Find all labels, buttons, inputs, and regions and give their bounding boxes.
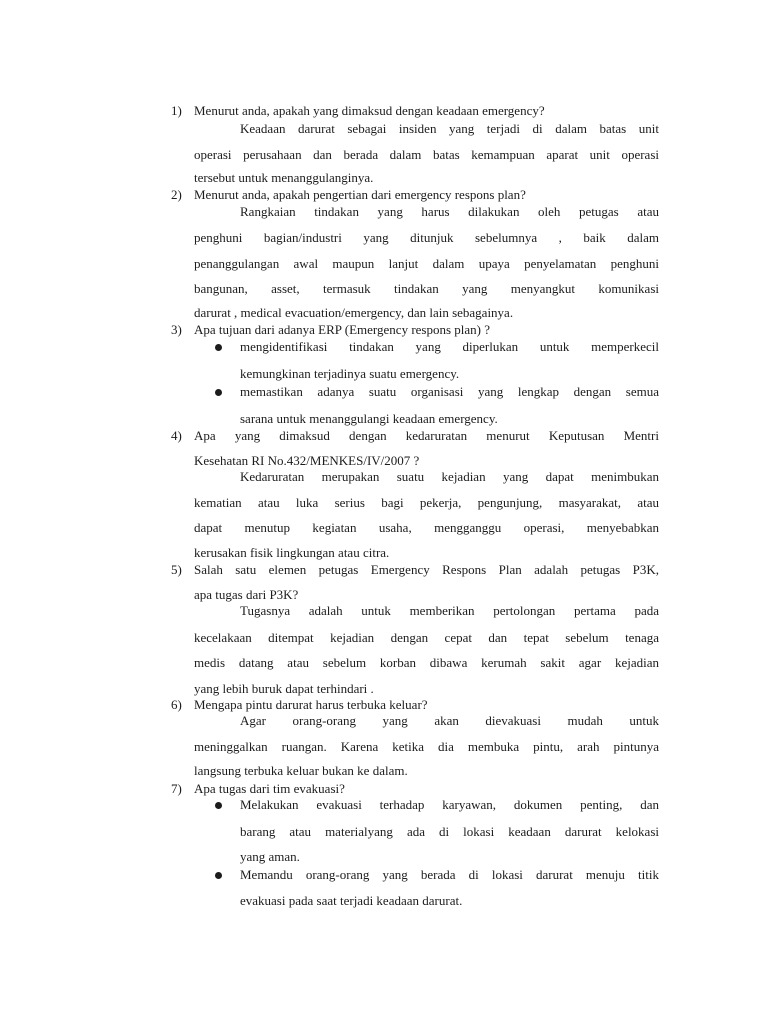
bullet-icon <box>215 344 222 351</box>
item-3-bullet-1-line-1: mengidentifikasi tindakan yang diperlukan untuk memperkecil <box>240 339 659 354</box>
item-1-number: 1) <box>171 103 182 118</box>
item-5-answer-line-4: yang lebih buruk dapat terhindari . <box>194 681 374 696</box>
item-6-answer-line-2: meninggalkan ruangan. Karena ketika dia membuka pintu, arah pintunya <box>194 739 659 754</box>
item-7-number: 7) <box>171 781 182 796</box>
item-4-number: 4) <box>171 428 182 443</box>
item-2-answer-line-5: darurat , medical evacuation/emergency, dan lain sebagainya. <box>194 305 514 320</box>
item-4-answer-line-2: kematian atau luka serius bagi pekerja, pengunjung, masyarakat, atau <box>194 495 659 510</box>
item-5-question-line-1: Salah satu elemen petugas Emergency Respons Plan adalah petugas P3K, <box>194 562 659 577</box>
item-3-bullet-2-line-1: memastikan adanya suatu organisasi yang lengkap dengan semua <box>240 384 659 399</box>
item-4-answer-line-3: dapat menutup kegiatan usaha, mengganggu operasi, menyebabkan <box>194 520 659 535</box>
item-5-answer-line-2: kecelakaan ditempat kejadian dengan cepat dan tepat sebelum tenaga <box>194 630 659 645</box>
item-2-number: 2) <box>171 187 182 202</box>
item-4-answer-line-1: Kedaruratan merupakan suatu kejadian yang dapat menimbukan <box>240 469 659 484</box>
item-3-question: Apa tujuan dari adanya ERP (Emergency respons plan) ? <box>194 322 491 337</box>
item-7-bullet-1-line-3: yang aman. <box>240 849 300 864</box>
item-1-answer-line-2: operasi perusahaan dan berada dalam batas kemampuan aparat unit operasi <box>194 147 659 162</box>
bullet-icon <box>215 872 222 879</box>
bullet-icon <box>215 389 222 396</box>
item-7-bullet-1-line-1: Melakukan evakuasi terhadap karyawan, dokumen penting, dan <box>240 797 659 812</box>
item-6-answer-line-1: Agar orang-orang yang akan dievakuasi mudah untuk <box>240 713 659 728</box>
item-7-bullet-2-line-1: Memandu orang-orang yang berada di lokasi darurat menuju titik <box>240 867 659 882</box>
item-5-answer-line-1: Tugasnya adalah untuk memberikan pertolongan pertama pada <box>240 603 659 618</box>
item-4-question-line-2: Kesehatan RI No.432/MENKES/IV/2007 ? <box>194 453 420 468</box>
item-1-question: Menurut anda, apakah yang dimaksud dengan keadaan emergency? <box>194 103 545 118</box>
item-2-answer-line-4: bangunan, asset, termasuk tindakan yang menyangkut komunikasi <box>194 281 659 296</box>
item-5-question-line-2: apa tugas dari P3K? <box>194 587 299 602</box>
item-3-bullet-1-line-2: kemungkinan terjadinya suatu emergency. <box>240 366 460 381</box>
item-7-bullet-2-line-2: evakuasi pada saat terjadi keadaan darurat. <box>240 893 463 908</box>
item-3-bullet-2-line-2: sarana untuk menanggulangi keadaan emergency. <box>240 411 498 426</box>
item-2-answer-line-1: Rangkaian tindakan yang harus dilakukan oleh petugas atau <box>240 204 659 219</box>
item-7-question: Apa tugas dari tim evakuasi? <box>194 781 345 796</box>
item-4-answer-line-4: kerusakan fisik lingkungan atau citra. <box>194 545 390 560</box>
item-6-question: Mengapa pintu darurat harus terbuka keluar? <box>194 697 428 712</box>
item-7-bullet-1-line-2: barang atau materialyang ada di lokasi keadaan darurat kelokasi <box>240 824 659 839</box>
item-1-answer-line-3: tersebut untuk menanggulanginya. <box>194 170 374 185</box>
item-2-answer-line-2: penghuni bagian/industri yang ditunjuk sebelumnya , baik dalam <box>194 230 659 245</box>
item-5-number: 5) <box>171 562 182 577</box>
item-6-answer-line-3: langsung terbuka keluar bukan ke dalam. <box>194 763 408 778</box>
item-3-number: 3) <box>171 322 182 337</box>
item-4-question-line-1: Apa yang dimaksud dengan kedaruratan menurut Keputusan Mentri <box>194 428 659 443</box>
bullet-icon <box>215 802 222 809</box>
item-1-answer-line-1: Keadaan darurat sebagai insiden yang terjadi di dalam batas unit <box>240 121 659 136</box>
item-6-number: 6) <box>171 697 182 712</box>
item-2-question: Menurut anda, apakah pengertian dari emergency respons plan? <box>194 187 526 202</box>
item-5-answer-line-3: medis datang atau sebelum korban dibawa kerumah sakit agar kejadian <box>194 655 659 670</box>
item-2-answer-line-3: penanggulangan awal maupun lanjut dalam upaya penyelamatan penghuni <box>194 256 659 271</box>
